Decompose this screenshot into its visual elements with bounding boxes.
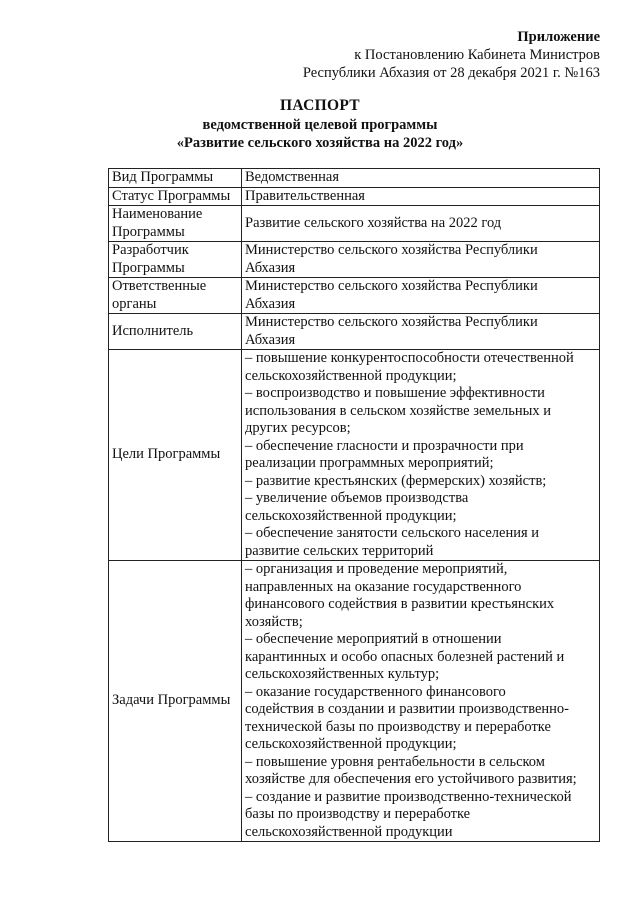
row-value-line: – создание и развитие производственно-технической [245,788,572,805]
appendix-line-2: Республики Абхазия от 28 декабря 2021 г. №163 [302,65,600,81]
row-label-line: Статус Программы [112,187,231,204]
table-row [109,314,600,350]
passport-table [108,168,600,842]
row-label-cell [109,206,242,242]
row-value-cell [242,314,600,350]
table-row [109,278,600,314]
row-label-line: органы [112,295,157,312]
row-label-cell [109,314,242,350]
passport-table-body [109,169,600,842]
row-value-line: использования в сельском хозяйстве земельных и [245,402,552,419]
row-label-cell [109,278,242,314]
row-value-cell [242,187,600,206]
row-value-line: реализации программных мероприятий; [245,455,494,471]
row-value-line: сельскохозяйственной продукции [245,823,453,840]
appendix-block [303,28,600,82]
row-value-line: – обеспечение гласности и прозрачности при [245,437,524,454]
row-label-line: Ответственные [112,278,207,294]
row-label-line: Разработчик [112,242,189,258]
row-value-line: Развитие сельского хозяйства на 2022 год [245,214,502,231]
row-value-line: сельскохозяйственной продукции; [245,367,457,384]
table-row [109,187,600,206]
row-label-line: Вид Программы [112,169,214,185]
row-value-line: – организация и проведение мероприятий, [245,561,508,577]
row-value-line: – оказание государственного финансового [245,683,506,700]
row-value-cell [242,169,600,188]
row-value-line: сельскохозяйственной продукции; [245,736,457,752]
appendix-title: Приложение [517,29,600,45]
row-value-line: – воспроизводство и повышение эффективности [245,385,545,401]
row-value-line: содействия в создании и развитии производственно- [245,701,570,717]
table-row [109,169,600,188]
row-value-line: Министерство сельского хозяйства Республики [245,242,538,258]
row-label-line: Задачи Программы [112,692,231,709]
row-value-line: – повышение уровня рентабельности в сельском [245,753,545,770]
row-value-line: технической базы по производству и переработке [245,718,551,735]
row-value-line: – повышение конкурентоспособности отечественной [245,350,574,366]
row-value-line: – обеспечение мероприятий в отношении [245,631,502,647]
row-value-line: Правительственная [245,187,365,204]
row-value-line: Абхазия [245,295,296,312]
row-label-cell [109,169,242,188]
row-value-line: хозяйстве для обеспечения его устойчивого развития; [245,771,577,787]
row-value-line: направленных на оказание государственного [245,578,522,595]
table-row [109,350,600,561]
row-value-line: Абхазия [245,331,296,348]
row-value-line: – обеспечение занятости сельского населения и [245,525,540,541]
table-row [109,242,600,278]
row-label-cell [109,187,242,206]
row-value-line: – развитие крестьянских (фермерских) хозяйств; [245,472,547,489]
row-value-cell [242,278,600,314]
row-value-cell [242,242,600,278]
row-value-line: Министерство сельского хозяйства Республики [245,314,538,330]
table-row [109,206,600,242]
row-value-line: финансового содействия в развитии крестьянских [245,596,555,612]
row-value-line: сельскохозяйственной продукции; [245,507,457,524]
row-label-line: Программы [112,259,185,276]
row-value-line: других ресурсов; [245,420,351,436]
table-row [109,561,600,842]
row-value-line: Абхазия [245,259,296,276]
row-value-line: – увеличение объемов производства [245,490,469,506]
row-value-cell [242,350,600,561]
document-title: ПАСПОРТ [280,97,360,114]
row-value-line: Ведомственная [245,169,340,185]
row-value-line: сельскохозяйственных культур; [245,666,440,682]
row-value-line: карантинных и особо опасных болезней растений и [245,648,565,665]
row-value-line: базы по производству и переработке [245,806,471,822]
row-value-line: хозяйств; [245,613,303,630]
row-label-cell [109,561,242,842]
row-label-line: Программы [112,223,185,240]
row-label-line: Наименование [112,206,203,222]
appendix-line-1: к Постановлению Кабинета Министров [354,47,600,63]
row-label-line: Исполнитель [112,322,194,339]
row-value-line: Министерство сельского хозяйства Республики [245,278,538,294]
row-value-cell [242,206,600,242]
row-value-line: развитие сельских территорий [245,542,434,559]
row-label-line: Цели Программы [112,446,221,463]
document-subtitle-2: «Развитие сельского хозяйства на 2022 год» [176,135,464,151]
document-heading [0,96,640,152]
document-subtitle-1: ведомственной целевой программы [202,117,438,133]
row-label-cell [109,242,242,278]
row-value-cell [242,561,600,842]
row-label-cell [109,350,242,561]
